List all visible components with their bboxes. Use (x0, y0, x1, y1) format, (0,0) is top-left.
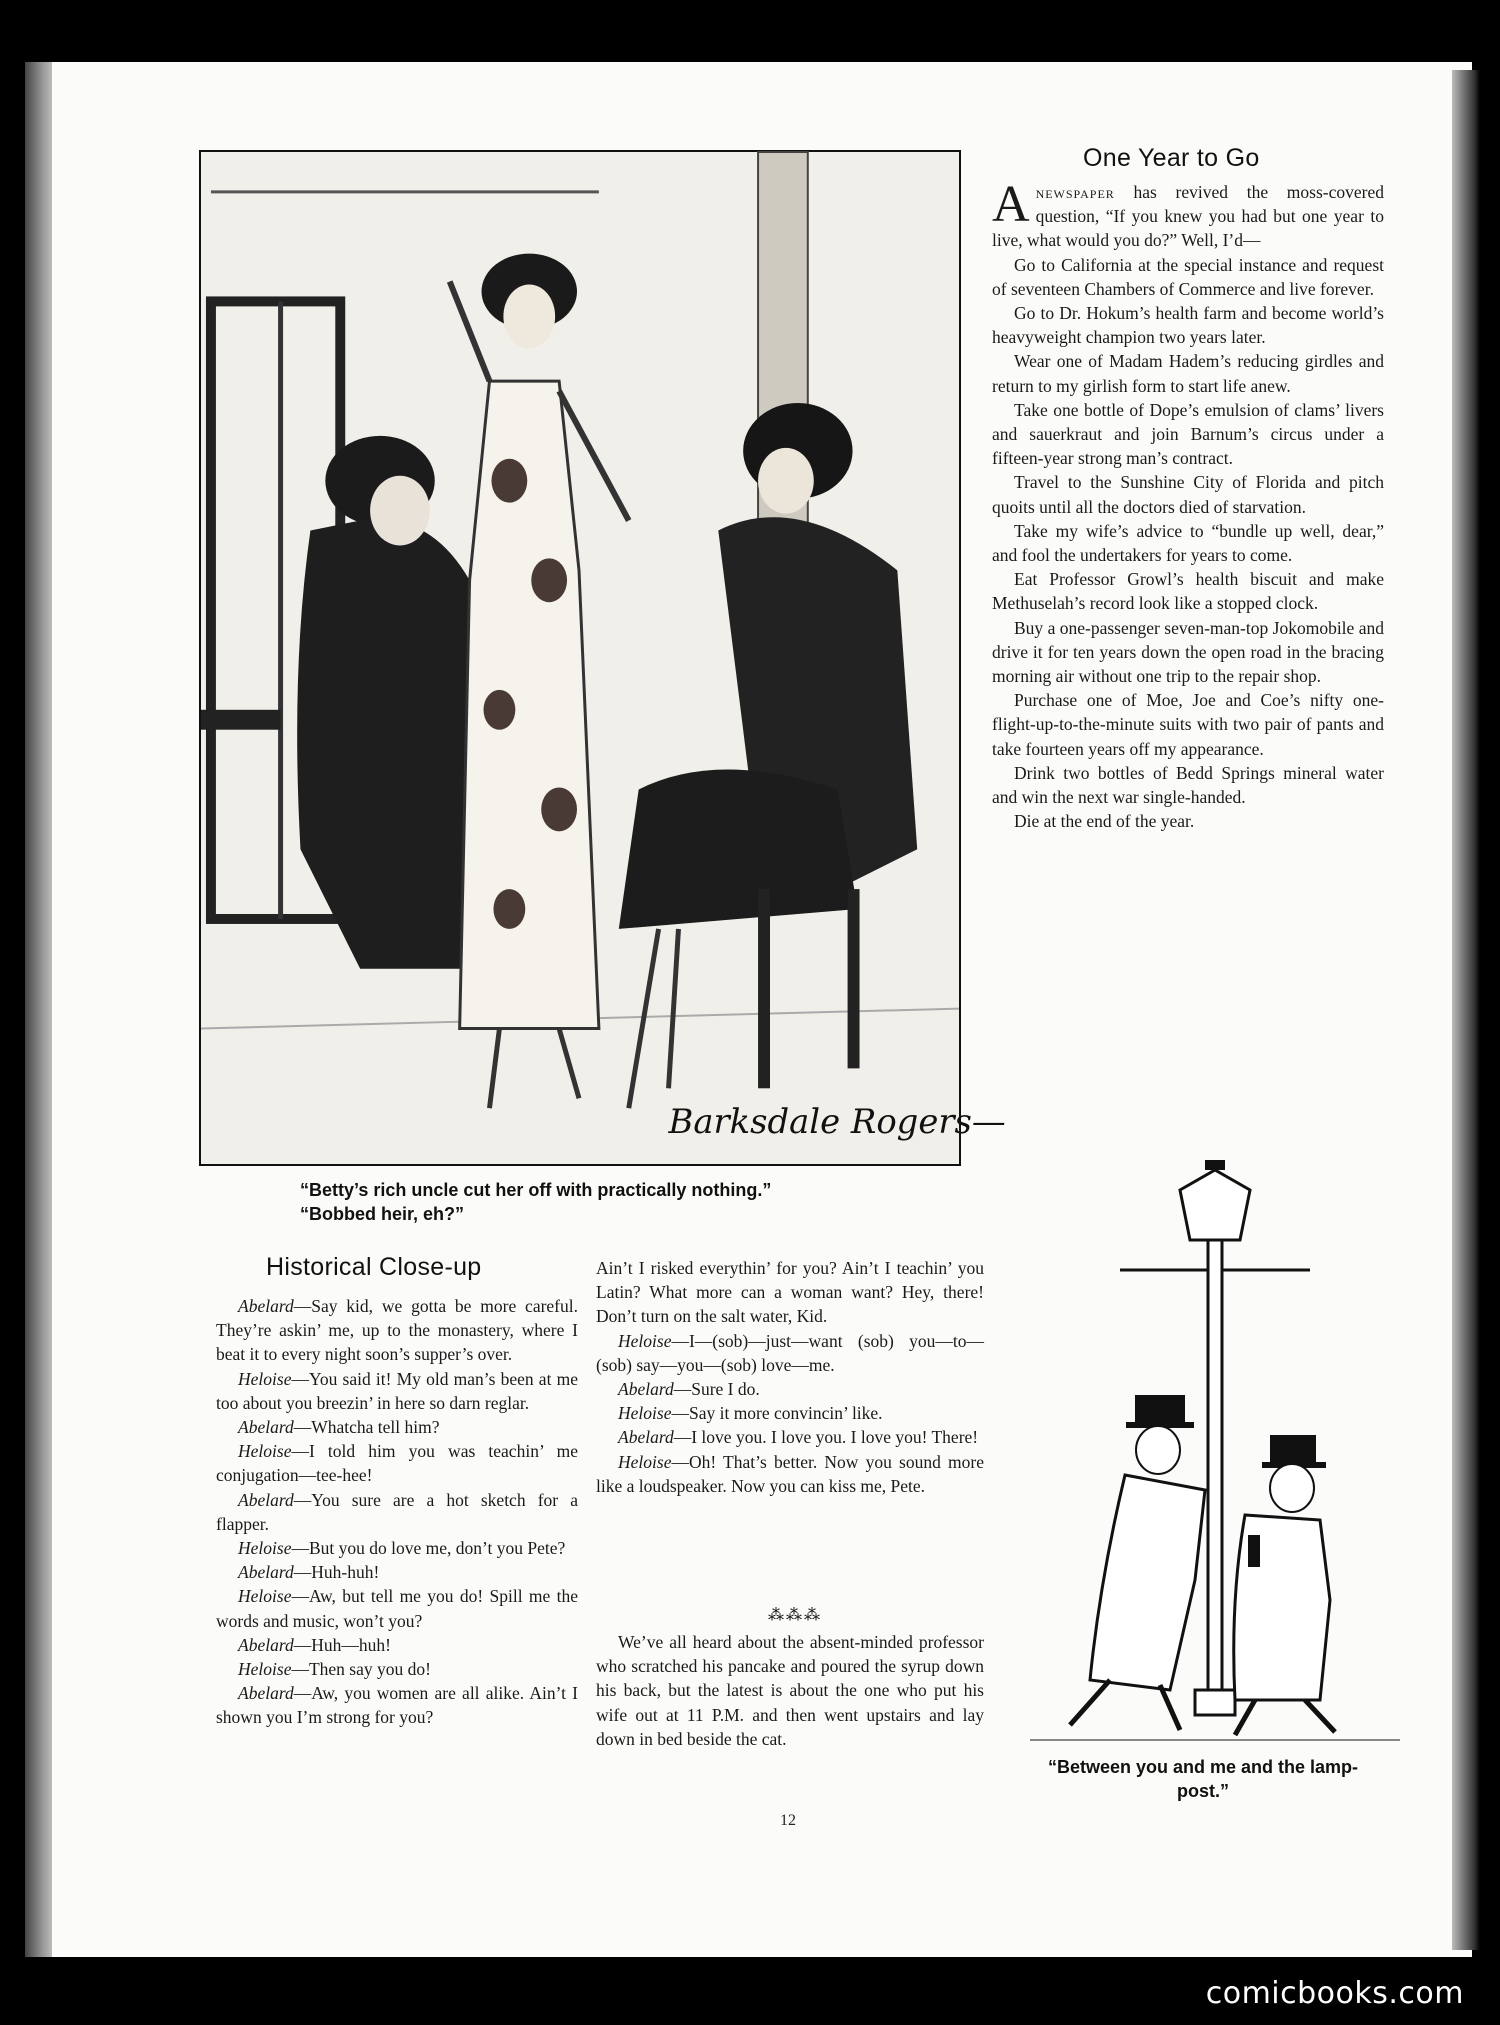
dialogue-text: —Sure I do. (673, 1379, 760, 1400)
one-year-item: Travel to the Sunshine City of Florida and pitch quoits until all the doctors died of starvation. (992, 472, 1384, 517)
speaker: Abelard (238, 1489, 294, 1510)
cartoon-caption-line: post.” (1177, 1781, 1229, 1801)
dropcap: A (992, 176, 1030, 233)
dialogue-text: —Say it more convincin’ like. (671, 1403, 883, 1424)
lead-text: has revived the moss-covered question, “If you knew you had but one year to live, what would you do?” Well, I’d— (992, 182, 1384, 251)
dialogue-line (216, 1294, 578, 1367)
one-year-item: Die at the end of the year. (1014, 811, 1195, 832)
dialogue-line (216, 1415, 578, 1439)
dialogue-text: —Huh-huh! (293, 1562, 380, 1583)
dialogue-text: —I—(sob)—just—want (sob) you—to—(sob) say—you—(sob) love—me. (596, 1330, 984, 1375)
dialogue-text: —You said it! My old man’s been at me too about you breezin’ in here so darn reglar. (216, 1368, 578, 1413)
dialogue-line (596, 1329, 984, 1377)
historical-title: Historical Close-up (266, 1253, 482, 1281)
one-year-item: Go to Dr. Hokum’s health farm and become world’s heavyweight champion two years later. (992, 303, 1384, 348)
dialogue-line (216, 1633, 578, 1657)
one-year-lead (992, 176, 1384, 253)
illustration-caption (300, 1178, 940, 1226)
dialogue-line (596, 1377, 984, 1401)
one-year-item: Go to California at the special instance and request of seventeen Chambers of Commerce and live forever. (992, 254, 1384, 299)
dialogue-line (596, 1401, 984, 1425)
anecdote-text: We’ve all heard about the absent-minded professor who scratched his pancake and poured the syrup down his back, but the latest is about the one who put his wife out at 11 P.M. and then went upstairs and lay down in bed beside the cat. (596, 1632, 984, 1749)
speaker: Heloise (618, 1330, 672, 1351)
speaker: Heloise (238, 1586, 292, 1607)
speaker: Abelard (618, 1379, 674, 1400)
one-year-item: Eat Professor Growl’s health biscuit and make Methuselah’s record look like a stopped clock. (992, 569, 1384, 614)
dialogue-line (216, 1657, 578, 1681)
section-ornament: ⁂⁂⁂ (768, 1607, 822, 1624)
dialogue-text: —Oh! That’s better. Now you sound more like a loudspeaker. Now you can kiss me, Pete. (596, 1451, 984, 1496)
dialogue-line (216, 1488, 578, 1536)
one-year-item: Drink two bottles of Bedd Springs mineral water and win the next war single-handed. (992, 762, 1384, 808)
speaker: Abelard (238, 1296, 294, 1316)
dialogue-text: —Huh—huh! (293, 1634, 391, 1655)
speaker: Heloise (238, 1659, 292, 1680)
dialogue-line (216, 1367, 578, 1415)
dialogue-text: —Say kid, we gotta be more careful. They’re askin’ me, up to the monastery, where I beat it to every night soon’s supper’s over. (216, 1296, 578, 1365)
one-year-item: Take my wife’s advice to “bundle up well, dear,” and fool the undertakers for years to come. (992, 520, 1384, 566)
lead-smallcaps: newspaper (1035, 182, 1115, 202)
page-edge (1452, 70, 1480, 1950)
dialogue-line (216, 1560, 578, 1584)
dialogue-text: —I told him you was teachin’ me conjugation—tee-hee! (216, 1441, 578, 1486)
speaker: Heloise (238, 1538, 292, 1559)
dialogue-line (596, 1450, 984, 1498)
speaker: Abelard (238, 1562, 294, 1583)
speaker: Heloise (238, 1368, 292, 1389)
dialogue-line (216, 1584, 578, 1632)
one-year-item: Purchase one of Moe, Joe and Coe’s nifty one-flight-up-to-the-minute suits with two pair of pants and take fourteen years off my appearance. (992, 690, 1384, 759)
fashion-illustration (199, 150, 1006, 1166)
dialogue-text: —Whatcha tell him? (293, 1417, 440, 1438)
dialogue-text: —Then say you do! (291, 1659, 431, 1680)
dialogue-line (596, 1425, 984, 1449)
dialogue-line (216, 1439, 578, 1487)
speaker: Heloise (238, 1441, 292, 1462)
historical-column-2 (596, 1256, 984, 1498)
cartoon-caption-line: “Between you and me and the lamp- (1047, 1757, 1359, 1777)
one-year-item: Buy a one-passenger seven-man-top Jokomobile and drive it for ten years down the open road in the bracing morning air without one trip to the repair shop. (992, 617, 1384, 687)
dialogue-text: —But you do love me, don’t you Pete? (291, 1538, 566, 1559)
speaker: Heloise (618, 1451, 672, 1472)
illustration-caption-line: “Betty’s rich uncle cut her off with practically nothing.” (300, 1180, 772, 1200)
speaker: Abelard (238, 1417, 294, 1438)
speaker: Heloise (618, 1403, 672, 1424)
speaker: Abelard (618, 1427, 674, 1448)
dialogue-text: —You sure are a hot sketch for a flapper. (216, 1489, 578, 1534)
one-year-item: Wear one of Madam Hadem’s reducing girdles and return to my girlish form to start life anew. (992, 351, 1384, 396)
watermark: comicbooks.com (1205, 1976, 1464, 2011)
one-year-item: Take one bottle of Dope’s emulsion of clams’ livers and sauerkraut and join Barnum’s circus under a fifteen-year strong man’s contract. (992, 399, 1384, 469)
dialogue-line (216, 1536, 578, 1560)
dialogue-continuation: Ain’t I risked everythin’ for you? Ain’t I teachin’ you Latin? What more can a woman want? Hey, there! Don’t turn on the salt water, Kid. (596, 1258, 984, 1327)
dialogue-text: —Aw, but tell me you do! Spill me the words and music, won’t you? (216, 1586, 578, 1631)
dialogue-text: —I love you. I love you. I love you! There! (673, 1427, 979, 1448)
one-year-column (992, 176, 1384, 833)
svg-text:Barksdale Rogers—: Barksdale Rogers— (668, 1102, 1006, 1142)
dialogue-line (216, 1681, 578, 1729)
anecdote-column (596, 1630, 984, 1751)
page-number: 12 (780, 1812, 796, 1829)
historical-column-1 (216, 1294, 578, 1730)
speaker: Abelard (238, 1634, 294, 1655)
dialogue-text: —Aw, you women are all alike. Ain’t I shown you I’m strong for you? (216, 1683, 578, 1728)
speaker: Abelard (238, 1683, 294, 1704)
one-year-title: One Year to Go (1083, 144, 1260, 172)
cartoon-caption (1003, 1755, 1403, 1803)
lamppost-cartoon (1030, 1160, 1400, 1745)
illustration-caption-line: “Bobbed heir, eh?” (300, 1204, 465, 1224)
